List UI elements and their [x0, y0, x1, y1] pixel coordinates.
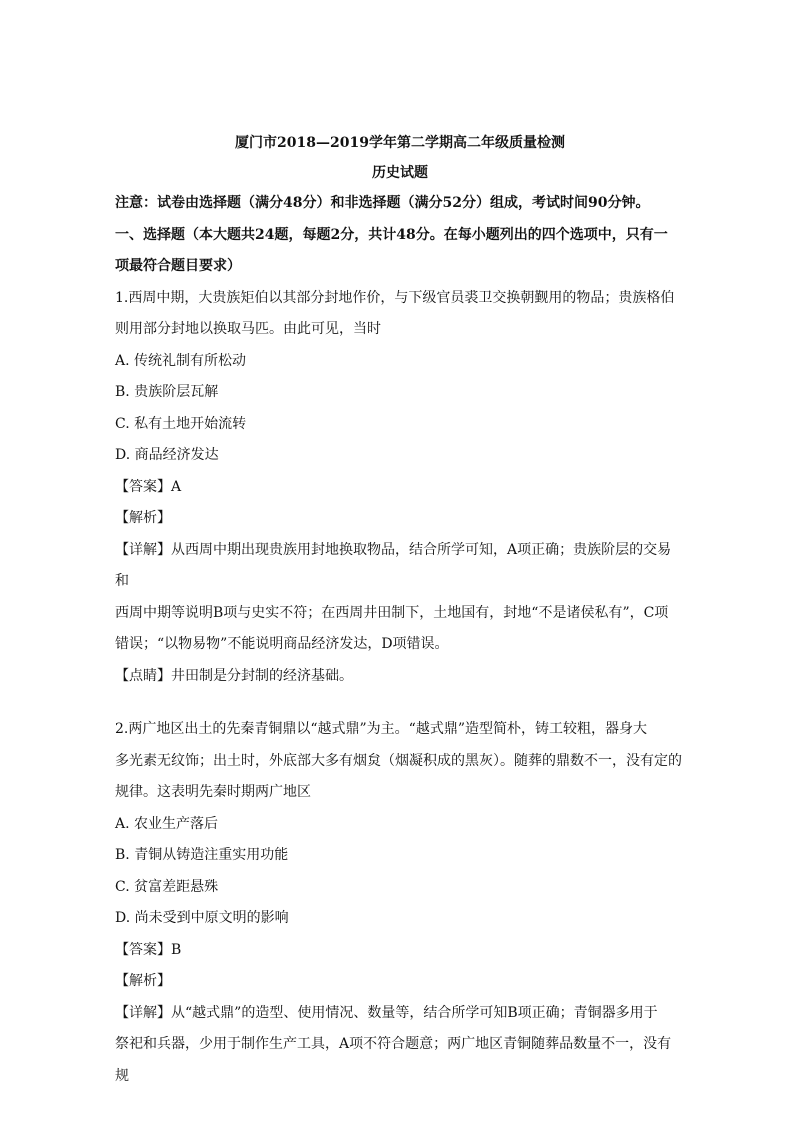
- question-stem-line: 规律。这表明先秦时期两广地区: [115, 784, 311, 800]
- question-spacer: [115, 692, 685, 714]
- option-a: A. 农业生产落后: [115, 815, 219, 832]
- question-stem-line: 则用部分封地以换取马匹。由此可见，当时: [115, 321, 381, 337]
- question-stem-line: 2.两广地区出土的先秦青铜鼎以“越式鼎”为主。“越式鼎”造型简朴，铸工较粗，器身大: [115, 721, 647, 737]
- document-content: [115, 128, 685, 1092]
- detail-line: 祭祀和兵器，少用于制作生产工具，A项不符合题意；两广地区青铜随葬品数量不一，没有规: [115, 1036, 672, 1084]
- page-subtitle: 历史试题: [372, 165, 428, 181]
- option-d: D. 尚未受到中原文明的影响: [115, 910, 289, 926]
- analysis-label: 【解析】: [115, 973, 171, 989]
- option-b: B. 贵族阶层瓦解: [115, 384, 219, 400]
- option-d: D. 商品经济发达: [115, 447, 219, 463]
- detail-line: 西周中期等说明B项与史实不符；在西周井田制下，土地国有，封地“不是诸侯私有”，C项: [115, 604, 669, 621]
- option-c: C. 贫富差距悬殊: [115, 878, 219, 895]
- section-heading-line: 项最符合题目要求）: [115, 258, 241, 274]
- answer-line: 【答案】B: [115, 941, 182, 958]
- detail-line: 错误；“以物易物”不能说明商品经济发达，D项错误。: [115, 636, 449, 652]
- option-c: C. 私有土地开始流转: [115, 415, 247, 432]
- page-title: 厦门市2018—2019学年第二学期高二年级质量检测: [235, 135, 565, 151]
- analysis-label: 【解析】: [115, 510, 171, 526]
- key-point-line: 【点睛】井田制是分封制的经济基础。: [115, 667, 353, 684]
- exam-notice: 注意：试卷由选择题（满分48分）和非选择题（满分52分）组成，考试时间90分钟。: [115, 195, 650, 211]
- section-heading-line: 一、选择题（本大题共24题，每题2分，共计48分。在每小题列出的四个选项中，只有一: [115, 226, 668, 243]
- question-stem-line: 1.西周中期，大贵族矩伯以其部分封地作价，与下级官员裘卫交换朝觐用的物品；贵族格伯: [115, 289, 675, 306]
- option-a: A. 传统礼制有所松动: [115, 352, 247, 369]
- question-stem-line: 多光素无纹饰；出土时，外底部大多有烟炱（烟凝积成的黑灰）。随葬的鼎数不一，没有定的: [115, 752, 682, 769]
- answer-line: 【答案】A: [115, 478, 182, 495]
- detail-line: 【详解】从“越式鼎”的造型、使用情况、数量等，结合所学可知B项正确；青铜器多用于: [115, 1004, 658, 1021]
- option-b: B. 青铜从铸造注重实用功能: [115, 847, 289, 863]
- detail-line: 【详解】从西周中期出现贵族用封地换取物品，结合所学可知，A项正确；贵族阶层的交易和: [115, 541, 672, 589]
